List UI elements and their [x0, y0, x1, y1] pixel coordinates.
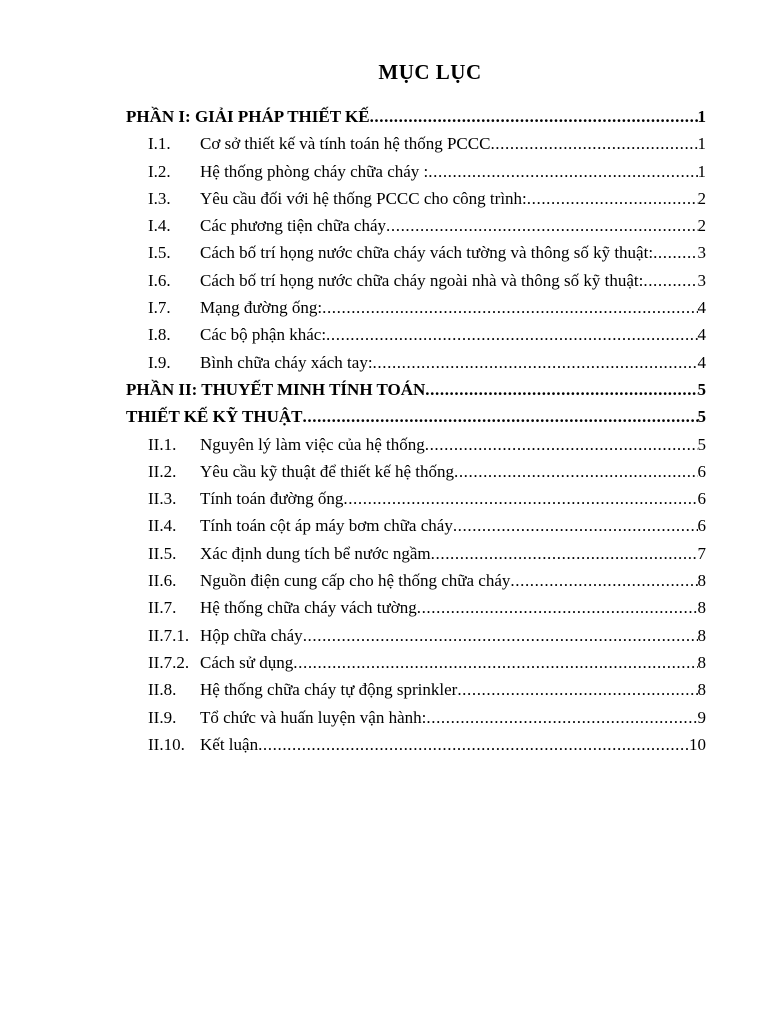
- toc-page-number: 3: [697, 243, 706, 263]
- toc-entry[interactable]: [126, 239, 706, 266]
- toc-entry-number: I.8.: [148, 325, 171, 345]
- toc-entry-title: Hộp chữa cháy: [200, 625, 303, 645]
- toc-entry-number: I.3.: [148, 188, 171, 208]
- toc-page-number: 8: [697, 598, 706, 618]
- toc-page-number: 4: [697, 352, 706, 372]
- toc-entry[interactable]: [126, 212, 706, 239]
- toc-entry[interactable]: [126, 649, 706, 676]
- toc-entry[interactable]: [126, 403, 706, 430]
- toc-entry[interactable]: [126, 731, 706, 758]
- dot-leader: [426, 704, 697, 731]
- toc-entry-number: I.7.: [148, 298, 171, 318]
- toc-entry-title: Cách bố trí họng nước chữa cháy ngoài nhà và thông số kỹ thuật:: [200, 270, 644, 290]
- toc-page-number: 9: [697, 707, 706, 727]
- toc-page-number: 10: [689, 734, 706, 754]
- dot-leader: [343, 485, 697, 512]
- toc-entry[interactable]: [126, 567, 706, 594]
- toc-entry-title: Hệ thống chữa cháy tự động sprinkler: [200, 680, 458, 700]
- toc-page-number: 8: [697, 680, 706, 700]
- toc-entry[interactable]: [126, 158, 706, 185]
- dot-leader: [425, 431, 698, 458]
- toc-entry[interactable]: [126, 185, 706, 212]
- toc-page-number: 2: [697, 216, 706, 236]
- toc-page-number: 1: [697, 107, 706, 126]
- toc-page-number: 4: [697, 325, 706, 345]
- toc-page-number: 7: [697, 543, 706, 563]
- toc-page-number: 6: [697, 461, 706, 481]
- toc-page-number: 1: [697, 134, 706, 154]
- dot-leader: [322, 294, 697, 321]
- toc-entry[interactable]: [126, 294, 706, 321]
- dot-leader: [431, 540, 698, 567]
- toc-page-number: 4: [697, 298, 706, 318]
- dot-leader: [425, 376, 697, 403]
- toc-entry-title: Tính toán cột áp máy bơm chữa cháy: [200, 516, 453, 536]
- dot-leader: [428, 158, 697, 185]
- page-content: [126, 57, 706, 758]
- toc-entry[interactable]: [126, 458, 706, 485]
- dot-leader: [386, 212, 697, 239]
- toc-entry-title: Xác định dung tích bể nước ngầm: [200, 543, 431, 563]
- dot-leader: [490, 130, 697, 157]
- toc-entry[interactable]: [126, 622, 706, 649]
- toc-entry-title: Kết luận: [200, 734, 259, 754]
- toc-entry[interactable]: [126, 103, 706, 130]
- dot-leader: [643, 267, 697, 294]
- dot-leader: [454, 458, 698, 485]
- dot-leader: [453, 512, 698, 539]
- toc-entry-number: II.1.: [148, 434, 177, 454]
- toc-entry-number: II.7.1.: [148, 625, 190, 645]
- dot-leader: [303, 622, 698, 649]
- dot-leader: [258, 731, 689, 758]
- dot-leader: [373, 349, 698, 376]
- toc-entry-title: Tính toán đường ống: [200, 489, 344, 509]
- toc-entry-number: II.2.: [148, 461, 177, 481]
- toc-entry-title: Yêu cầu đối với hệ thống PCCC cho công trình:: [200, 188, 527, 208]
- toc-entry-number: I.1.: [148, 134, 171, 154]
- dot-leader: [457, 676, 697, 703]
- toc-page-number: 8: [697, 571, 706, 591]
- table-of-contents: [126, 103, 706, 758]
- toc-entry-number: II.9.: [148, 707, 177, 727]
- toc-entry[interactable]: [126, 676, 706, 703]
- toc-entry-title: PHẦN II: THUYẾT MINH TÍNH TOÁN: [126, 379, 426, 399]
- toc-entry-number: I.9.: [148, 352, 171, 372]
- toc-entry-title: Bình chữa cháy xách tay:: [200, 352, 373, 372]
- toc-page-number: 5: [697, 434, 706, 454]
- toc-entry-title: Các bộ phận khác:: [200, 325, 327, 345]
- toc-page-number: 6: [697, 516, 706, 536]
- toc-entry[interactable]: [126, 485, 706, 512]
- toc-entry-title: Hệ thống phòng cháy chữa cháy :: [200, 161, 429, 181]
- toc-entry-number: II.7.2.: [148, 652, 190, 672]
- toc-entry-title: Yêu cầu kỹ thuật để thiết kế hệ thống: [200, 461, 454, 481]
- toc-entry[interactable]: [126, 376, 706, 403]
- dot-leader: [303, 403, 698, 430]
- toc-entry-title: PHẦN I: GIẢI PHÁP THIẾT KẾ: [126, 107, 370, 126]
- dot-leader: [653, 239, 697, 266]
- toc-entry-title: Tổ chức và huấn luyện vận hành:: [200, 707, 427, 727]
- toc-entry-number: I.4.: [148, 216, 171, 236]
- toc-entry-title: Cách sử dụng: [200, 652, 294, 672]
- toc-page-number: 8: [697, 652, 706, 672]
- toc-entry-title: THIẾT KẾ KỸ THUẬT: [126, 407, 303, 427]
- document-title: MỤC LỤC: [378, 60, 482, 84]
- dot-leader: [293, 649, 697, 676]
- toc-page-number: 3: [697, 270, 706, 290]
- toc-entry-title: Nguyên lý làm việc của hệ thống: [200, 434, 425, 454]
- toc-entry[interactable]: [126, 321, 706, 348]
- toc-entry-number: II.6.: [148, 571, 177, 591]
- toc-entry-number: II.7.: [148, 598, 177, 618]
- toc-entry-number: II.8.: [148, 680, 177, 700]
- toc-entry-number: II.10.: [148, 734, 185, 754]
- toc-entry-title: Các phương tiện chữa cháy: [200, 216, 387, 236]
- toc-entry-title: Cách bố trí họng nước chữa cháy vách tường và thông số kỹ thuật:: [200, 243, 654, 263]
- toc-entry-title: Mạng đường ống:: [200, 298, 323, 318]
- dot-leader: [370, 103, 698, 130]
- toc-page-number: 6: [697, 489, 706, 509]
- toc-entry-number: II.5.: [148, 543, 177, 563]
- toc-entry[interactable]: [126, 431, 706, 458]
- toc-entry[interactable]: [126, 704, 706, 731]
- toc-page-number: 8: [697, 625, 706, 645]
- toc-page-number: 5: [697, 407, 706, 427]
- toc-entry-title: Nguồn điện cung cấp cho hệ thống chữa cháy: [200, 571, 511, 591]
- toc-entry-number: II.3.: [148, 489, 177, 509]
- toc-entry-number: I.5.: [148, 243, 171, 263]
- dot-leader: [326, 321, 697, 348]
- toc-entry[interactable]: [126, 267, 706, 294]
- toc-entry-number: II.4.: [148, 516, 177, 536]
- dot-leader: [417, 594, 698, 621]
- toc-entry[interactable]: [126, 540, 706, 567]
- toc-entry[interactable]: [126, 594, 706, 621]
- toc-entry[interactable]: [126, 512, 706, 539]
- toc-page-number: 1: [697, 161, 706, 181]
- toc-entry-number: I.6.: [148, 270, 171, 290]
- toc-page-number: 5: [697, 379, 706, 399]
- toc-entry-title: Hệ thống chữa cháy vách tường: [200, 598, 417, 618]
- toc-entry[interactable]: [126, 349, 706, 376]
- toc-page-number: 2: [697, 188, 706, 208]
- dot-leader: [510, 567, 697, 594]
- toc-entry-number: I.2.: [148, 161, 171, 181]
- toc-entry-title: Cơ sở thiết kế và tính toán hệ thống PCCC: [200, 134, 491, 154]
- dot-leader: [527, 185, 698, 212]
- toc-entry[interactable]: [126, 130, 706, 157]
